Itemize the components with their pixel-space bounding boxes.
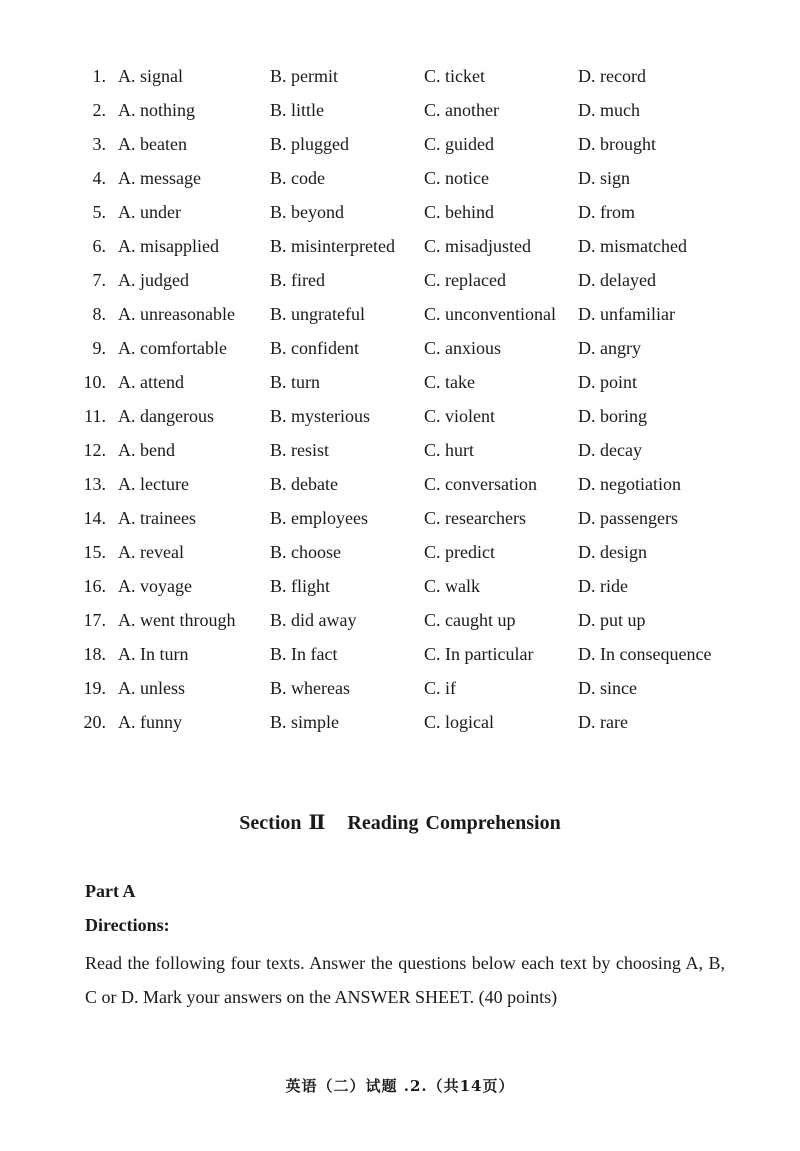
question-row <box>0 637 800 671</box>
question-row <box>0 433 800 467</box>
question-number: 7. <box>92 270 106 290</box>
option-a: A. bend <box>118 440 175 460</box>
option-a: A. unreasonable <box>118 304 235 324</box>
option-d: D. delayed <box>578 270 656 290</box>
question-number: 9. <box>92 338 106 358</box>
option-c: C. behind <box>424 202 494 222</box>
option-c: C. In particular <box>424 644 534 664</box>
question-number: 8. <box>92 304 106 324</box>
question-number: 10. <box>83 372 106 392</box>
option-c: C. ticket <box>424 66 485 86</box>
option-a: A. message <box>118 168 201 188</box>
question-row <box>0 331 800 365</box>
option-d: D. sign <box>578 168 631 188</box>
option-d: D. record <box>578 66 646 86</box>
question-row <box>0 705 800 739</box>
option-c: C. predict <box>424 542 495 562</box>
option-b: B. whereas <box>270 678 350 698</box>
option-d: D. design <box>578 542 647 562</box>
option-a: A. signal <box>118 66 183 86</box>
option-c: C. notice <box>424 168 489 188</box>
option-d: D. much <box>578 100 640 120</box>
option-b: B. plugged <box>270 134 349 154</box>
option-d: D. In consequence <box>578 644 712 664</box>
option-d: D. boring <box>578 406 647 426</box>
question-row <box>0 603 800 637</box>
option-c: C. misadjusted <box>424 236 531 256</box>
question-number: 18. <box>83 644 106 664</box>
directions-label: Directions: <box>85 915 170 935</box>
section-label: Section Ⅱ <box>239 812 326 834</box>
option-a: A. attend <box>118 372 184 392</box>
option-b: B. employees <box>270 508 368 528</box>
page-footer: 英语（二）试题 .2.（共14页） <box>285 1077 515 1095</box>
option-d: D. rare <box>578 712 628 732</box>
question-row <box>0 195 800 229</box>
option-d: D. negotiation <box>578 474 681 494</box>
question-number: 20. <box>83 712 106 732</box>
option-d: D. from <box>578 202 635 222</box>
option-a: A. under <box>118 202 181 222</box>
option-c: C. if <box>424 678 457 698</box>
option-c: C. walk <box>424 576 480 596</box>
option-b: B. misinterpreted <box>270 236 395 256</box>
option-c: C. researchers <box>424 508 526 528</box>
option-a: A. comfortable <box>118 338 227 358</box>
option-a: A. unless <box>118 678 185 698</box>
option-a: A. reveal <box>118 542 184 562</box>
option-b: B. debate <box>270 474 338 494</box>
option-b: B. choose <box>270 542 341 562</box>
option-b: B. code <box>270 168 325 188</box>
question-row <box>0 569 800 603</box>
question-row <box>0 467 800 501</box>
question-number: 3. <box>92 134 106 154</box>
option-d: D. since <box>578 678 637 698</box>
option-a: A. voyage <box>118 576 192 596</box>
option-d: D. brought <box>578 134 656 154</box>
section-heading <box>0 810 800 835</box>
question-number: 14. <box>83 508 106 528</box>
question-row <box>0 263 800 297</box>
option-b: B. mysterious <box>270 406 371 426</box>
option-b: B. ungrateful <box>270 304 365 324</box>
question-number: 2. <box>92 100 106 120</box>
question-number: 6. <box>92 236 106 256</box>
question-row <box>0 501 800 535</box>
option-c: C. conversation <box>424 474 537 494</box>
option-c: C. guided <box>424 134 494 154</box>
option-b: B. fired <box>270 270 325 290</box>
option-a: A. judged <box>118 270 189 290</box>
question-number: 13. <box>83 474 106 494</box>
question-row <box>0 229 800 263</box>
question-row <box>0 59 800 93</box>
option-b: B. beyond <box>270 202 344 222</box>
question-row <box>0 127 800 161</box>
options-list <box>0 59 800 739</box>
question-number: 12. <box>83 440 106 460</box>
option-c: C. logical <box>424 712 494 732</box>
option-d: D. ride <box>578 576 628 596</box>
option-d: D. passengers <box>578 508 678 528</box>
question-row <box>0 297 800 331</box>
option-b: B. In fact <box>270 644 338 664</box>
option-a: A. trainees <box>118 508 196 528</box>
section-title: Reading Comprehension <box>347 812 561 834</box>
option-c: C. replaced <box>424 270 506 290</box>
question-number: 4. <box>92 168 106 188</box>
directions-text: Read the following four texts. Answer the questions below each text by choosing A, B, C or D. Mark your answers on the ANSWER SHEET. (40 points) <box>85 953 725 1007</box>
option-a: A. misapplied <box>118 236 219 256</box>
option-c: C. take <box>424 372 475 392</box>
option-a: A. went through <box>118 610 236 630</box>
question-row <box>0 399 800 433</box>
option-a: A. nothing <box>118 100 196 120</box>
option-c: C. anxious <box>424 338 502 358</box>
question-number: 5. <box>92 202 106 222</box>
option-c: C. unconventional <box>424 304 556 324</box>
option-a: A. funny <box>118 712 182 732</box>
option-b: B. turn <box>270 372 321 392</box>
part-heading: Part A <box>85 881 136 901</box>
option-c: C. violent <box>424 406 495 426</box>
option-b: B. confident <box>270 338 359 358</box>
question-row <box>0 93 800 127</box>
option-a: A. beaten <box>118 134 187 154</box>
option-a: A. lecture <box>118 474 189 494</box>
question-row <box>0 161 800 195</box>
option-d: D. angry <box>578 338 641 358</box>
option-b: B. resist <box>270 440 330 460</box>
question-row <box>0 671 800 705</box>
option-c: C. caught up <box>424 610 516 630</box>
option-c: C. hurt <box>424 440 475 460</box>
option-d: D. unfamiliar <box>578 304 675 324</box>
option-b: B. did away <box>270 610 357 630</box>
option-a: A. In turn <box>118 644 189 664</box>
question-number: 16. <box>83 576 106 596</box>
option-d: D. put up <box>578 610 646 630</box>
option-d: D. decay <box>578 440 642 460</box>
question-number: 1. <box>92 66 106 86</box>
question-number: 17. <box>83 610 106 630</box>
option-d: D. mismatched <box>578 236 687 256</box>
option-b: B. simple <box>270 712 340 732</box>
option-b: B. little <box>270 100 324 120</box>
question-number: 11. <box>84 406 106 426</box>
question-number: 19. <box>83 678 106 698</box>
question-row <box>0 365 800 399</box>
option-b: B. flight <box>270 576 331 596</box>
question-row <box>0 535 800 569</box>
option-b: B. permit <box>270 66 338 86</box>
option-d: D. point <box>578 372 638 392</box>
question-number: 15. <box>83 542 106 562</box>
option-c: C. another <box>424 100 499 120</box>
option-a: A. dangerous <box>118 406 214 426</box>
